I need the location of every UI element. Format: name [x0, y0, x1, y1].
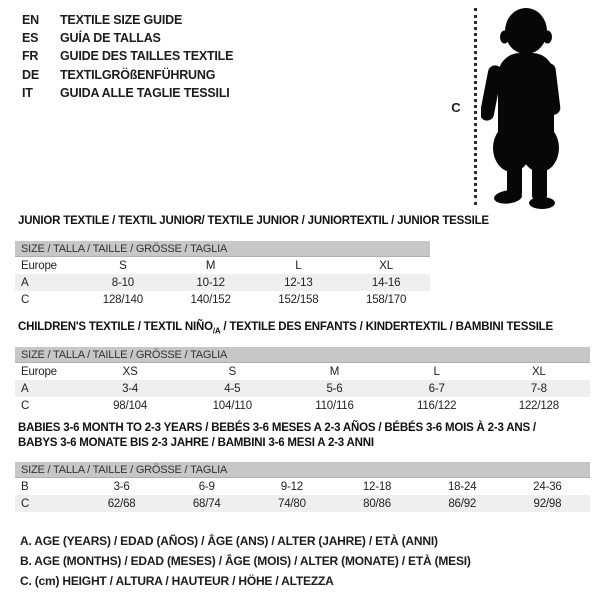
legend-line-c: C. (cm) HEIGHT / ALTURA / HAUTEUR / HÖHE / ALTEZZA [20, 574, 334, 588]
height-cell: 104/110 [212, 399, 252, 412]
legend-line-b: B. AGE (MONTHS) / EDAD (MESES) / ÂGE (MOIS) / ALTER (MONATE) / ETÀ (MESI) [20, 554, 471, 568]
row-label: C [21, 497, 30, 510]
height-cell: 110/116 [315, 399, 354, 412]
language-code: FR [22, 49, 39, 64]
language-row [22, 29, 233, 47]
table-row [15, 397, 590, 414]
junior-size-table [15, 257, 430, 308]
size-header-bar: SIZE / TALLA / TAILLE / GRÖSSE / TAGLIA [15, 241, 430, 257]
age-cell: 24-36 [533, 480, 562, 493]
babies-table-title: BABIES 3-6 MONTH TO 2-3 YEARS / BEBÉS 3-6 MESES A 2-3 AÑOS / BÉBÉS 3-6 MOIS À 2-3 ANS / BABYS 3-6 MONATE BIS 2-3 JAHRE / BAMBINI 3-6 MESI A 2-3 ANNI [18, 422, 536, 449]
height-cell: 74/80 [278, 497, 306, 510]
age-cell: 6-7 [428, 382, 445, 395]
children-table-title: CHILDREN'S TEXTILE / TEXTIL $NIÑO_{/A}$ / TEXTILE DES ENFANTS / KINDERTEXTIL / BAMBINI TESSILE [18, 321, 553, 336]
height-cell: 158/170 [366, 293, 407, 306]
children-size-table [15, 363, 590, 414]
height-dotted-line [474, 8, 477, 205]
age-cell: 7-8 [530, 382, 547, 395]
language-title-list [22, 11, 233, 102]
age-cell: 18-24 [447, 480, 477, 493]
language-row [22, 84, 233, 102]
size-cell: XL [379, 259, 393, 272]
junior-textile-section [15, 214, 489, 310]
row-label: C [21, 293, 30, 306]
size-cell: L [295, 259, 302, 272]
size-cell: XS [122, 365, 138, 378]
height-cell: 98/104 [113, 399, 148, 412]
age-cell: 6-9 [198, 480, 215, 493]
row-label: B [21, 480, 29, 493]
size-header-bar: SIZE / TALLA / TAILLE / GRÖSSE / TAGLIA [15, 462, 590, 478]
height-cell: 140/152 [190, 293, 231, 306]
language-title: GUIDA ALLE TAGLIE TESSILI [60, 85, 230, 100]
language-code: IT [22, 85, 33, 100]
height-cell: 80/86 [363, 497, 391, 510]
age-cell: 3-6 [113, 480, 130, 493]
height-cell: 152/158 [278, 293, 319, 306]
age-cell: 8-10 [111, 276, 134, 289]
language-code: ES [22, 31, 39, 46]
height-measure-label: C [451, 100, 461, 115]
height-cell: 92/98 [533, 497, 562, 510]
junior-table-title: JUNIOR TEXTILE / TEXTIL JUNIOR/ TEXTILE JUNIOR / JUNIORTEXTIL / JUNIOR TESSILE [18, 215, 489, 227]
height-cell: 122/128 [518, 399, 559, 412]
size-cell: S [228, 365, 237, 378]
row-label: A [21, 276, 29, 289]
age-cell: 12-13 [284, 276, 313, 289]
language-row [22, 66, 233, 84]
height-cell: 128/140 [102, 293, 143, 306]
row-label: Europe [21, 259, 57, 272]
table-row [15, 495, 590, 512]
row-label: Europe [21, 365, 57, 378]
size-cell: M [205, 259, 216, 272]
size-cell: XL [532, 365, 546, 378]
language-row [22, 47, 233, 65]
table-row [15, 478, 590, 495]
age-cell: 4-5 [224, 382, 241, 395]
age-cell: 12-18 [362, 480, 392, 493]
babies-textile-section [15, 421, 590, 516]
language-title: TEXTILGRÖßENFÜHRUNG [60, 67, 216, 82]
table-row [15, 363, 590, 380]
toddler-silhouette-icon [481, 5, 571, 210]
language-title: GUIDE DES TAILLES TEXTILE [60, 49, 234, 64]
children-textile-section [15, 320, 590, 416]
language-code: DE [22, 67, 39, 82]
row-label: A [21, 382, 29, 395]
language-title: GUÍA DE TALLAS [60, 31, 161, 46]
table-row [15, 257, 430, 274]
height-cell: 62/68 [107, 497, 136, 510]
age-cell: 10-12 [196, 276, 225, 289]
table-row [15, 291, 430, 308]
row-label: C [21, 399, 30, 412]
age-cell: 3-4 [122, 382, 139, 395]
table-row [15, 380, 590, 397]
size-cell: M [329, 365, 340, 378]
language-code: EN [22, 13, 39, 28]
size-cell: L [433, 365, 440, 378]
size-cell: S [119, 259, 127, 272]
table-row [15, 274, 430, 291]
age-cell: 14-16 [371, 276, 401, 289]
measure-legend [20, 531, 471, 591]
height-cell: 116/122 [416, 399, 457, 412]
legend-line-a: A. AGE (YEARS) / EDAD (AÑOS) / ÂGE (ANS) / ALTER (JAHRE) / ETÀ (ANNI) [20, 534, 438, 548]
language-row [22, 11, 233, 29]
language-title: TEXTILE SIZE GUIDE [60, 13, 183, 28]
height-cell: 86/92 [448, 497, 477, 510]
height-cell: 68/74 [192, 497, 221, 510]
size-header-bar: SIZE / TALLA / TAILLE / GRÖSSE / TAGLIA [15, 347, 590, 363]
age-cell: 9-12 [280, 480, 303, 493]
babies-size-table [15, 478, 590, 512]
age-cell: 5-6 [326, 382, 343, 395]
